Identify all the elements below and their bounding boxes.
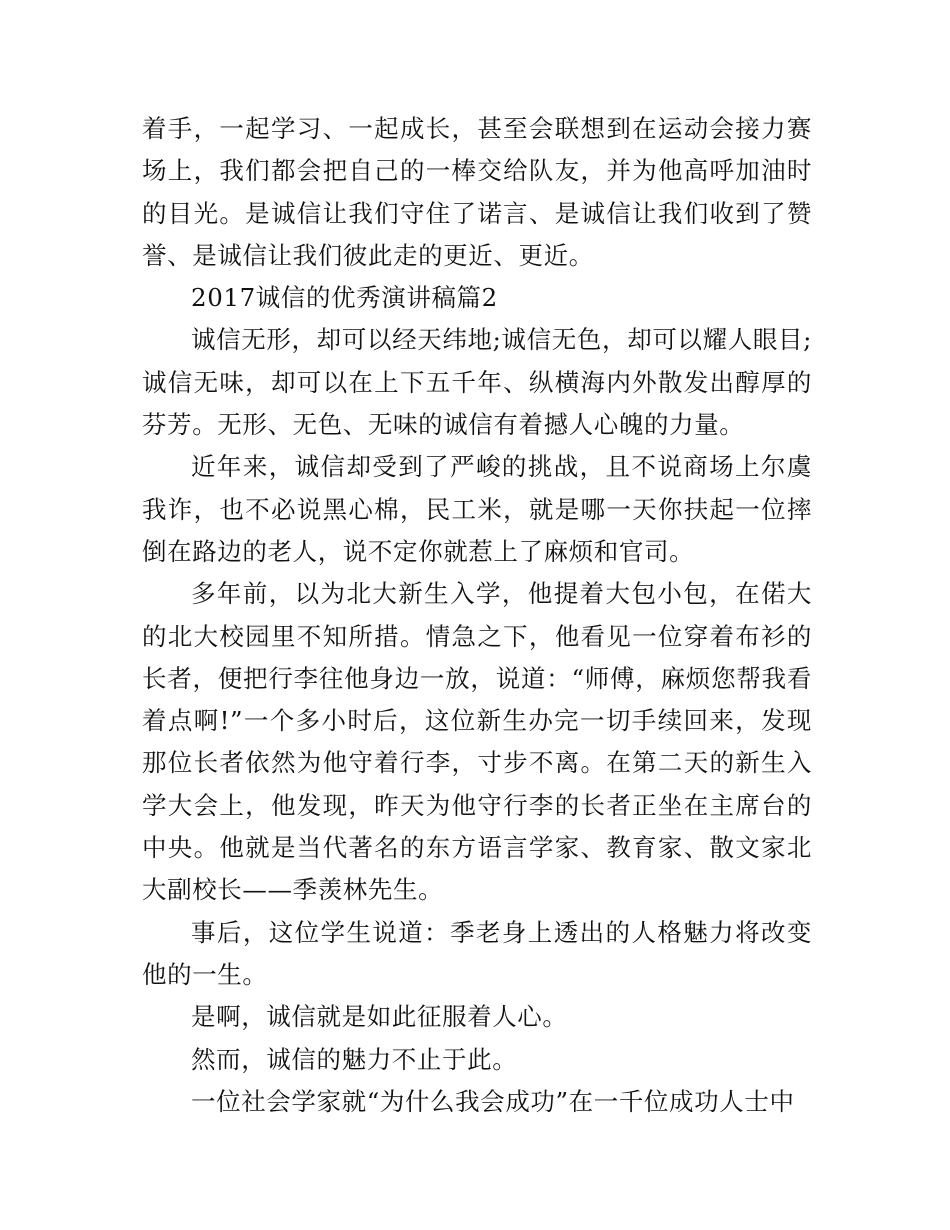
paragraph-5: 多年前，以为北大新生入学，他提着大包小包，在偌大的北大校园里不知所措。情急之下，他看见一位穿着布衫的长者，便把行李往他身边一放，说道：“师傅，麻烦您帮我看着点啊!”一个多小时后，这位新生办完一切手续回来，发现那位长者依然为他守着行李，寸步不离。在第二天的新生入学大会上，他发现，昨天为他守行李的长者正坐在主席台的中央。他就是当代著名的东方语言学家、教育家、散文家北大副校长——季羡林先生。 <box>142 579 812 905</box>
paragraph-3: 诚信无形，却可以经天纬地;诚信无色，却可以耀人眼目;诚信无味，却可以在上下五千年、纵横海内外散发出醇厚的芬芳。无形、无色、无味的诚信有着撼人心魄的力量。 <box>142 325 812 440</box>
paragraph-9: 一位社会学家就“为什么我会成功”在一千位成功人士中 <box>191 1086 795 1116</box>
paragraph-7: 是啊，诚信就是如此征服着人心。 <box>191 1002 568 1032</box>
paragraph-1: 着手，一起学习、一起成长，甚至会联想到在运动会接力赛场上，我们都会把自己的一棒交给队友，并为他高呼加油时的目光。是诚信让我们守住了诺言、是诚信让我们收到了赞誉、是诚信让我们彼此走的更近、更近。 <box>142 114 812 270</box>
paragraph-8: 然而，诚信的魅力不止于此。 <box>191 1044 518 1074</box>
paragraph-4: 近年来，诚信却受到了严峻的挑战，且不说商场上尔虞我诈，也不必说黑心棉，民工米，就是哪一天你扶起一位摔倒在路边的老人，说不定你就惹上了麻烦和官司。 <box>142 452 812 566</box>
document-page <box>142 108 812 1123</box>
section-heading: 2017诚信的优秀演讲稿篇2 <box>191 283 498 313</box>
paragraph-6: 事后，这位学生说道：季老身上透出的人格魅力将改变他的一生。 <box>142 917 812 989</box>
